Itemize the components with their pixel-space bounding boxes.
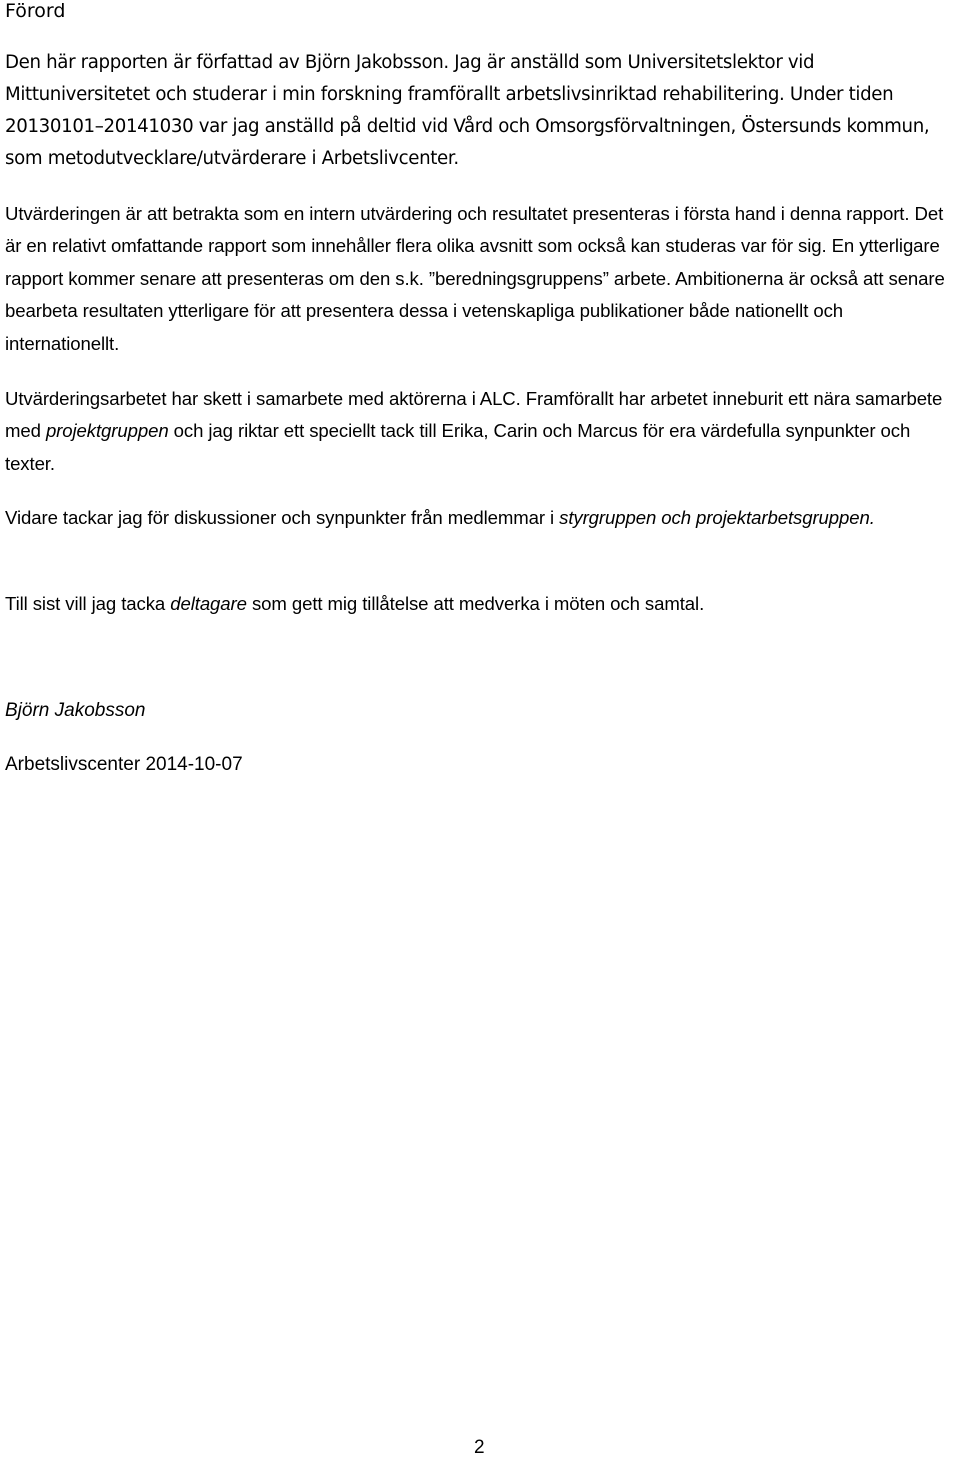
paragraph-evaluation: Utvärderingen är att betrakta som en intern utvärdering och resultatet presenteras i första hand i denna rapport. Det är en relativt omfattande rapport som innehåller flera olika avsnitt som också kan studeras var för sig. En ytterligare rapport kommer senare att presenteras om den s.k. ”beredningsgruppens” arbete. Ambitionerna är också att senare bearbeta resultaten ytterligare för att presentera dessa i vetenskapliga publikationer både nationellt och internationellt. — [5, 203, 945, 354]
page-title: Förord — [5, 0, 66, 22]
paragraph-author-intro: Den här rapporten är författad av Björn Jakobsson. Jag är anställd som Universitetslektor vid Mittuniversitetet och studerar i min forskning framförallt arbetslivsinriktad rehabilitering. Under tiden 20130101–20141030 var jag anställd på deltid vid Vård och Omsorgsförvaltningen, Östersunds kommun, som metodutvecklare/utvärderare i Arbetslivcenter. — [5, 52, 930, 169]
paragraph-text: Vidare tackar jag för diskussioner och synpunkter från medlemmar i — [5, 507, 560, 528]
paragraph-collaboration — [5, 383, 957, 480]
signature-place-date: Arbetslivscenter 2014-10-07 — [5, 754, 243, 775]
paragraph-text: Till sist vill jag tacka — [5, 593, 171, 614]
paragraph-text: som gett mig tillåtelse att medverka i möten och samtal. — [246, 593, 705, 614]
emphasis-text: deltagare — [170, 593, 247, 614]
emphasis-text: styrgruppen och projektarbetsgruppen. — [559, 507, 875, 528]
paragraph-text: Utvärderingsarbetet har skett i samarbete med aktörerna i ALC. Framförallt har arbetet inneburit ett nära samarbete med — [5, 388, 943, 442]
page-number: 2 — [474, 1437, 485, 1458]
paragraph-thanks-participants — [5, 588, 957, 620]
paragraph-text: och jag riktar ett speciellt tack till Erika, Carin och Marcus för era värdefulla synpunkter och texter. — [5, 420, 911, 474]
paragraph-thanks-groups — [5, 502, 957, 534]
emphasis-text: projektgruppen — [45, 420, 169, 442]
signature-name: Björn Jakobsson — [5, 700, 146, 721]
